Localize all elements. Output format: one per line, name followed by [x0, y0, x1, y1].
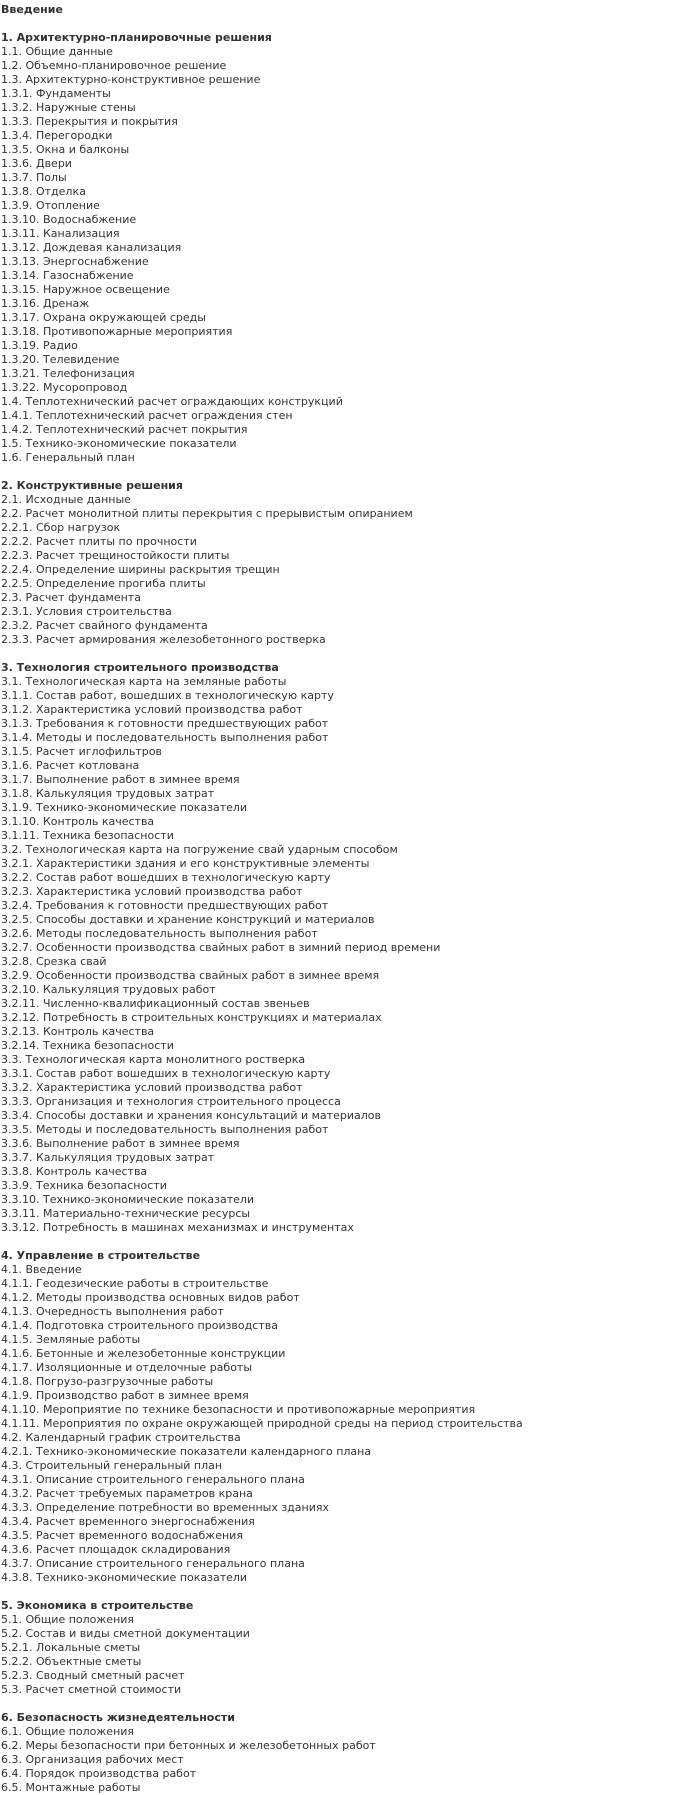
- section-heading: 5. Экономика в строительстве: [1, 1599, 194, 1612]
- toc-item: 1.4. Теплотехнический расчет ограждающих конструкций: [1, 395, 343, 408]
- toc-item: 1.3.8. Отделка: [1, 185, 86, 198]
- toc-item: 3.1.7. Выполнение работ в зимнее время: [1, 773, 240, 786]
- toc-item: 4.1. Введение: [1, 1263, 82, 1276]
- section-3: [1, 661, 700, 1235]
- toc-item: 3.1.2. Характеристика условий производства работ: [1, 703, 303, 716]
- toc-item: 1.3.21. Телефонизация: [1, 367, 135, 380]
- toc-item: 1.6. Генеральный план: [1, 451, 135, 464]
- toc-item: 3.1.6. Расчет котлована: [1, 759, 140, 772]
- toc-item: 2.3.3. Расчет армирования железобетонного ростверка: [1, 633, 326, 646]
- toc-item: 1.5. Технико-экономические показатели: [1, 437, 237, 450]
- section-1: [1, 31, 700, 465]
- toc-item: 5.2.2. Объектные сметы: [1, 1655, 142, 1668]
- toc-item: 3.3.9. Техника безопасности: [1, 1179, 167, 1192]
- section-items: [1, 1613, 700, 1697]
- toc-item: 4.3.1. Описание строительного генерального плана: [1, 1473, 305, 1486]
- toc-item: 1.3.20. Телевидение: [1, 353, 120, 366]
- toc-item: 3.2.4. Требования к готовности предшествующих работ: [1, 899, 329, 912]
- spacer: [1, 647, 700, 661]
- toc-item: 3.1.9. Технико-экономические показатели: [1, 801, 248, 814]
- toc-item: 4.3.7. Описание строительного генерального плана: [1, 1557, 305, 1570]
- toc-item: 4.1.1. Геодезические работы в строительстве: [1, 1277, 269, 1290]
- toc-item: 3.2.9. Особенности производства свайных работ в зимнее время: [1, 969, 380, 982]
- toc-item: 4.1.6. Бетонные и железобетонные конструкции: [1, 1347, 286, 1360]
- toc-item: 5.1. Общие положения: [1, 1613, 135, 1626]
- toc-item: 1.3.19. Радио: [1, 339, 78, 352]
- toc-item: 2.2.1. Сбор нагрузок: [1, 521, 121, 534]
- toc-item: 3.2. Технологическая карта на погружение свай ударным способом: [1, 843, 398, 856]
- section-heading: 3. Технология строительного производства: [1, 661, 279, 674]
- toc-item: 2.2.4. Определение ширины раскрытия трещин: [1, 563, 280, 576]
- toc-item: 1.3.13. Энергоснабжение: [1, 255, 149, 268]
- section-items: [1, 493, 700, 647]
- section-heading: 2. Конструктивные решения: [1, 479, 183, 492]
- toc-item: 1.3.10. Водоснабжение: [1, 213, 137, 226]
- toc-item: 1.3.12. Дождевая канализация: [1, 241, 182, 254]
- toc-item: 4.1.9. Производство работ в зимнее время: [1, 1389, 249, 1402]
- toc-item: 3.2.13. Контроль качества: [1, 1025, 155, 1038]
- toc-item: 1.3.7. Полы: [1, 171, 67, 184]
- toc-item: 3.3.10. Технико-экономические показатели: [1, 1193, 255, 1206]
- toc-item: 4.3.8. Технико-экономические показатели: [1, 1571, 248, 1584]
- toc-item: 2.2.3. Расчет трещиностойкости плиты: [1, 549, 230, 562]
- toc-item: 4.1.11. Мероприятия по охране окружающей природной среды на период строительства: [1, 1417, 523, 1430]
- section-heading: 4. Управление в строительстве: [1, 1249, 201, 1262]
- toc-item: 3.1.5. Расчет иглофильтров: [1, 745, 162, 758]
- section-6: [1, 1711, 700, 1795]
- toc-item: 4.3.6. Расчет площадок складирования: [1, 1543, 231, 1556]
- section-heading: 1. Архитектурно-планировочные решения: [1, 31, 272, 44]
- toc-item: 3.3.12. Потребность в машинах механизмах и инструментах: [1, 1221, 354, 1234]
- section-items: [1, 675, 700, 1235]
- toc-item: 3.2.11. Численно-квалификационный состав звеньев: [1, 997, 310, 1010]
- toc-item: 1.3.4. Перегородки: [1, 129, 113, 142]
- section-items: [1, 45, 700, 465]
- toc-item: 6.5. Монтажные работы: [1, 1781, 141, 1794]
- toc-item: 3.3.11. Материально-технические ресурсы: [1, 1207, 251, 1220]
- section-2: [1, 479, 700, 647]
- toc-item: 3.2.6. Методы последовательность выполнения работ: [1, 927, 318, 940]
- toc-item: 3.3.3. Организация и технология строительного процесса: [1, 1095, 341, 1108]
- toc-item: 3.1.4. Методы и последовательность выполнения работ: [1, 731, 329, 744]
- toc-item: 2.2. Расчет монолитной плиты перекрытия с прерывистым опиранием: [1, 507, 413, 520]
- toc-item: 3.2.1. Характеристики здания и его конструктивные элементы: [1, 857, 370, 870]
- toc-item: 3.3.5. Методы и последовательность выполнения работ: [1, 1123, 329, 1136]
- toc-item: 4.2.1. Технико-экономические показатели календарного плана: [1, 1445, 372, 1458]
- toc-item: 3.2.8. Срезка свай: [1, 955, 107, 968]
- toc-item: 1.3.15. Наружное освещение: [1, 283, 170, 296]
- toc-item: 1.2. Объемно-планировочное решение: [1, 59, 227, 72]
- toc-item: 1.4.2. Теплотехнический расчет покрытия: [1, 423, 248, 436]
- toc-item: 3.2.10. Калькуляция трудовых работ: [1, 983, 216, 996]
- spacer: [1, 17, 700, 31]
- toc-item: 1.3.6. Двери: [1, 157, 72, 170]
- toc-item: 6.3. Организация рабочих мест: [1, 1753, 184, 1766]
- toc-item: 4.3. Строительный генеральный план: [1, 1459, 223, 1472]
- toc-item: 3.2.7. Особенности производства свайных работ в зимний период времени: [1, 941, 441, 954]
- section-4: [1, 1249, 700, 1585]
- section-items: [1, 1263, 700, 1585]
- toc-item: 4.1.5. Земляные работы: [1, 1333, 141, 1346]
- toc-item: 1.3.5. Окна и балконы: [1, 143, 130, 156]
- toc-item: 6.4. Порядок производства работ: [1, 1767, 197, 1780]
- toc-item: 1.3.16. Дренаж: [1, 297, 90, 310]
- spacer: [1, 1235, 700, 1249]
- toc-item: 1.3.2. Наружные стены: [1, 101, 136, 114]
- toc-item: 4.3.5. Расчет временного водоснабжения: [1, 1529, 243, 1542]
- toc-item: 3.3.6. Выполнение работ в зимнее время: [1, 1137, 240, 1150]
- toc-item: 4.1.2. Методы производства основных видов работ: [1, 1291, 300, 1304]
- toc-item: 3.3. Технологическая карта монолитного ростверка: [1, 1053, 306, 1066]
- toc-item: 1.3. Архитектурно-конструктивное решение: [1, 73, 261, 86]
- toc-item: 3.1.8. Калькуляция трудовых затрат: [1, 787, 215, 800]
- toc-item: 3.1.11. Техника безопасности: [1, 829, 174, 842]
- toc-item: 5.3. Расчет сметной стоимости: [1, 1683, 182, 1696]
- intro-heading: Введение: [1, 3, 63, 16]
- toc-item: 3.2.2. Состав работ вошедших в технологическую карту: [1, 871, 331, 884]
- toc-item: 4.1.4. Подготовка строительного производства: [1, 1319, 278, 1332]
- toc-item: 3.1.1. Состав работ, вошедших в технологическую карту: [1, 689, 334, 702]
- toc-item: 2.1. Исходные данные: [1, 493, 131, 506]
- toc-item: 2.3.1. Условия строительства: [1, 605, 172, 618]
- section-items: [1, 1725, 700, 1795]
- toc-item: 4.3.3. Определение потребности во временных зданиях: [1, 1501, 329, 1514]
- toc-item: 3.2.12. Потребность в строительных конструкциях и материалах: [1, 1011, 382, 1024]
- toc-item: 3.3.1. Состав работ вошедших в технологическую карту: [1, 1067, 331, 1080]
- toc-item: 2.3.2. Расчет свайного фундамента: [1, 619, 208, 632]
- toc-item: 1.1. Общие данные: [1, 45, 113, 58]
- toc-item: 1.3.11. Канализация: [1, 227, 120, 240]
- toc-item: 1.3.3. Перекрытия и покрытия: [1, 115, 178, 128]
- toc-item: 1.3.17. Охрана окружающей среды: [1, 311, 206, 324]
- toc-item: 4.3.2. Расчет требуемых параметров крана: [1, 1487, 253, 1500]
- toc-item: 3.2.5. Способы доставки и хранение конструкций и материалов: [1, 913, 375, 926]
- section-heading: 6. Безопасность жизнедеятельности: [1, 1711, 235, 1724]
- spacer: [1, 1585, 700, 1599]
- toc-item: 4.1.10. Мероприятие по технике безопасности и противопожарные мероприятия: [1, 1403, 476, 1416]
- toc-item: 3.1.10. Контроль качества: [1, 815, 155, 828]
- toc-item: 4.1.3. Очередность выполнения работ: [1, 1305, 224, 1318]
- toc-item: 4.3.4. Расчет временного энергоснабжения: [1, 1515, 255, 1528]
- toc-item: 1.3.18. Противопожарные мероприятия: [1, 325, 233, 338]
- toc-item: 5.2. Состав и виды сметной документации: [1, 1627, 250, 1640]
- toc-item: 6.1. Общие положения: [1, 1725, 135, 1738]
- toc-item: 1.3.22. Мусоропровод: [1, 381, 128, 394]
- toc-item: 1.3.1. Фундаменты: [1, 87, 111, 100]
- toc-item: 2.3. Расчет фундамента: [1, 591, 141, 604]
- section-5: [1, 1599, 700, 1697]
- toc-item: 3.1.3. Требования к готовности предшествующих работ: [1, 717, 329, 730]
- toc-item: 3.3.8. Контроль качества: [1, 1165, 148, 1178]
- toc-item: 4.2. Календарный график строительства: [1, 1431, 241, 1444]
- toc-item: 5.2.1. Локальные сметы: [1, 1641, 141, 1654]
- toc-item: 3.3.7. Калькуляция трудовых затрат: [1, 1151, 215, 1164]
- toc-item: 3.1. Технологическая карта на земляные работы: [1, 675, 287, 688]
- toc-item: 5.2.3. Сводный сметный расчет: [1, 1669, 185, 1682]
- toc-item: 1.4.1. Теплотехнический расчет ограждения стен: [1, 409, 293, 422]
- toc-item: 1.3.9. Отопление: [1, 199, 100, 212]
- spacer: [1, 1697, 700, 1711]
- toc-item: 4.1.8. Погрузо-разгрузочные работы: [1, 1375, 214, 1388]
- toc-item: 4.1.7. Изоляционные и отделочные работы: [1, 1361, 253, 1374]
- toc-item: 2.2.5. Определение прогиба плиты: [1, 577, 206, 590]
- spacer: [1, 465, 700, 479]
- toc-item: 3.2.3. Характеристика условий производства работ: [1, 885, 303, 898]
- toc-item: 2.2.2. Расчет плиты по прочности: [1, 535, 197, 548]
- toc-item: 3.2.14. Техника безопасности: [1, 1039, 174, 1052]
- toc-item: 3.3.4. Способы доставки и хранения консультаций и материалов: [1, 1109, 381, 1122]
- toc-item: 6.2. Меры безопасности при бетонных и железобетонных работ: [1, 1739, 376, 1752]
- toc-item: 3.3.2. Характеристика условий производства работ: [1, 1081, 303, 1094]
- toc-item: 1.3.14. Газоснабжение: [1, 269, 134, 282]
